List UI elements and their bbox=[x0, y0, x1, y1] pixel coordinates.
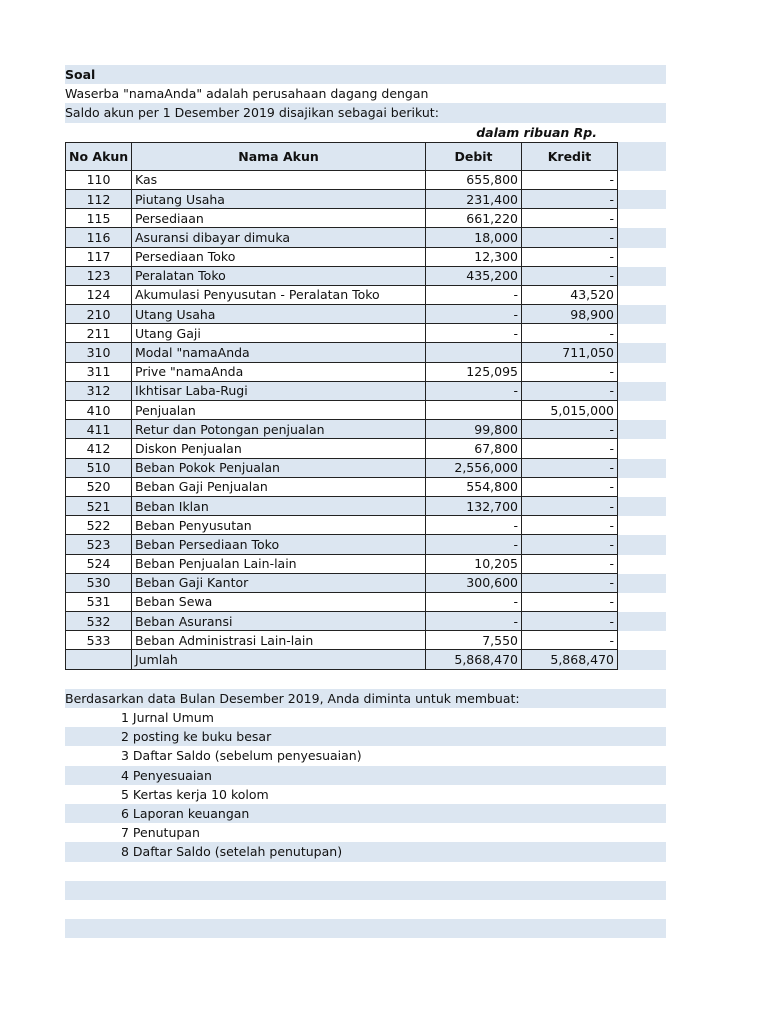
table-row bbox=[66, 324, 618, 343]
account-name: Peralatan Toko bbox=[132, 266, 426, 285]
empty-row bbox=[65, 900, 666, 919]
kredit-cell: - bbox=[522, 189, 618, 208]
kredit-cell: - bbox=[522, 420, 618, 439]
kredit-cell: - bbox=[522, 516, 618, 535]
account-number: 117 bbox=[66, 247, 132, 266]
debit-cell: 2,556,000 bbox=[426, 458, 522, 477]
kredit-cell: 5,015,000 bbox=[522, 401, 618, 420]
debit-cell: - bbox=[426, 324, 522, 343]
debit-cell: 99,800 bbox=[426, 420, 522, 439]
task-item: 2 posting ke buku besar bbox=[65, 727, 666, 746]
table-row bbox=[66, 189, 618, 208]
account-name: Ikhtisar Laba-Rugi bbox=[132, 381, 426, 400]
table-row bbox=[66, 573, 618, 592]
account-number: 412 bbox=[66, 439, 132, 458]
kredit-cell: - bbox=[522, 247, 618, 266]
table-row bbox=[66, 401, 618, 420]
heading-soal: Soal bbox=[65, 65, 666, 84]
table-row bbox=[66, 612, 618, 631]
empty-row bbox=[65, 881, 666, 900]
instruction-text: Berdasarkan data Bulan Desember 2019, Anda diminta untuk membuat: bbox=[65, 689, 666, 708]
debit-cell: 67,800 bbox=[426, 439, 522, 458]
header-debit: Debit bbox=[426, 142, 522, 170]
debit-cell bbox=[426, 343, 522, 362]
account-name: Beban Persediaan Toko bbox=[132, 535, 426, 554]
account-name: Piutang Usaha bbox=[132, 189, 426, 208]
account-name: Beban Asuransi bbox=[132, 612, 426, 631]
task-item: 3 Daftar Saldo (sebelum penyesuaian) bbox=[121, 748, 362, 764]
kredit-cell: - bbox=[522, 592, 618, 611]
account-name: Beban Penyusutan bbox=[132, 516, 426, 535]
debit-cell: 132,700 bbox=[426, 496, 522, 515]
account-name: Beban Gaji Kantor bbox=[132, 573, 426, 592]
account-number: 530 bbox=[66, 573, 132, 592]
account-number: 115 bbox=[66, 209, 132, 228]
total-kredit: 5,868,470 bbox=[522, 650, 618, 669]
kredit-cell: - bbox=[522, 228, 618, 247]
table-row bbox=[66, 266, 618, 285]
empty-row bbox=[65, 862, 666, 881]
kredit-cell: - bbox=[522, 573, 618, 592]
table-row bbox=[66, 209, 618, 228]
account-number: 411 bbox=[66, 420, 132, 439]
debit-cell: 7,550 bbox=[426, 631, 522, 650]
total-label: Jumlah bbox=[132, 650, 426, 669]
account-name: Kas bbox=[132, 170, 426, 189]
account-name: Persediaan bbox=[132, 209, 426, 228]
spacer-row bbox=[65, 670, 666, 689]
debit-cell bbox=[426, 401, 522, 420]
kredit-cell: - bbox=[522, 266, 618, 285]
account-number: 112 bbox=[66, 189, 132, 208]
total-debit: 5,868,470 bbox=[426, 650, 522, 669]
debit-cell: - bbox=[426, 305, 522, 324]
table-row bbox=[66, 247, 618, 266]
account-number: 531 bbox=[66, 592, 132, 611]
account-number: 520 bbox=[66, 477, 132, 496]
account-name: Utang Gaji bbox=[132, 324, 426, 343]
table-row bbox=[66, 516, 618, 535]
unit-note: dalam ribuan Rp. bbox=[476, 124, 597, 140]
kredit-cell: - bbox=[522, 458, 618, 477]
table-row bbox=[66, 343, 618, 362]
account-name: Beban Iklan bbox=[132, 496, 426, 515]
table-row bbox=[66, 420, 618, 439]
account-name: Utang Usaha bbox=[132, 305, 426, 324]
kredit-cell: - bbox=[522, 612, 618, 631]
table-row bbox=[66, 592, 618, 611]
account-number: 124 bbox=[66, 285, 132, 304]
account-number: 210 bbox=[66, 305, 132, 324]
account-name: Diskon Penjualan bbox=[132, 439, 426, 458]
kredit-cell: - bbox=[522, 631, 618, 650]
account-number: 532 bbox=[66, 612, 132, 631]
debit-cell: 300,600 bbox=[426, 573, 522, 592]
debit-cell: 661,220 bbox=[426, 209, 522, 228]
task-item: 5 Kertas kerja 10 kolom bbox=[121, 786, 269, 802]
account-number: 510 bbox=[66, 458, 132, 477]
debit-cell: 231,400 bbox=[426, 189, 522, 208]
table-header-row bbox=[66, 142, 618, 170]
table-row bbox=[66, 381, 618, 400]
account-number: 410 bbox=[66, 401, 132, 420]
kredit-cell: - bbox=[522, 439, 618, 458]
kredit-cell: - bbox=[522, 477, 618, 496]
spreadsheet-sheet bbox=[65, 65, 666, 938]
account-number: 521 bbox=[66, 496, 132, 515]
kredit-cell: 98,900 bbox=[522, 305, 618, 324]
account-name: Retur dan Potongan penjualan bbox=[132, 420, 426, 439]
task-list bbox=[65, 708, 666, 862]
debit-cell: 12,300 bbox=[426, 247, 522, 266]
account-number: 312 bbox=[66, 381, 132, 400]
empty-row bbox=[65, 919, 666, 938]
account-number: 110 bbox=[66, 170, 132, 189]
kredit-cell: - bbox=[522, 209, 618, 228]
account-name: Beban Penjualan Lain-lain bbox=[132, 554, 426, 573]
table-row bbox=[66, 477, 618, 496]
debit-cell: 10,205 bbox=[426, 554, 522, 573]
account-name: Akumulasi Penyusutan - Peralatan Toko bbox=[132, 285, 426, 304]
account-number: 310 bbox=[66, 343, 132, 362]
debit-cell: - bbox=[426, 516, 522, 535]
kredit-cell: - bbox=[522, 362, 618, 381]
account-number: 523 bbox=[66, 535, 132, 554]
table-row bbox=[66, 496, 618, 515]
task-item: 8 Daftar Saldo (setelah penutupan) bbox=[65, 842, 666, 861]
total-no bbox=[66, 650, 132, 669]
total-row bbox=[66, 650, 618, 669]
account-number: 311 bbox=[66, 362, 132, 381]
account-number: 533 bbox=[66, 631, 132, 650]
header-no-akun: No Akun bbox=[66, 142, 132, 170]
debit-cell: 435,200 bbox=[426, 266, 522, 285]
debit-cell: - bbox=[426, 592, 522, 611]
table-row bbox=[66, 228, 618, 247]
kredit-cell: 43,520 bbox=[522, 285, 618, 304]
kredit-cell: - bbox=[522, 496, 618, 515]
account-name: Modal "namaAnda bbox=[132, 343, 426, 362]
kredit-cell: - bbox=[522, 324, 618, 343]
task-item: 6 Laporan keuangan bbox=[65, 804, 666, 823]
table-row bbox=[66, 285, 618, 304]
task-item: 7 Penutupan bbox=[121, 825, 200, 841]
table-row bbox=[66, 554, 618, 573]
header-nama-akun: Nama Akun bbox=[132, 142, 426, 170]
kredit-cell: - bbox=[522, 170, 618, 189]
table-row bbox=[66, 631, 618, 650]
table-row bbox=[66, 362, 618, 381]
account-name: Beban Pokok Penjualan bbox=[132, 458, 426, 477]
debit-cell: - bbox=[426, 612, 522, 631]
trial-balance-table-wrap bbox=[65, 142, 666, 670]
account-number: 123 bbox=[66, 266, 132, 285]
account-name: Persediaan Toko bbox=[132, 247, 426, 266]
kredit-cell: - bbox=[522, 554, 618, 573]
intro-line-2: Saldo akun per 1 Desember 2019 disajikan sebagai berikut: bbox=[65, 103, 666, 122]
account-number: 524 bbox=[66, 554, 132, 573]
account-name: Prive "namaAnda bbox=[132, 362, 426, 381]
debit-cell: 655,800 bbox=[426, 170, 522, 189]
account-name: Beban Administrasi Lain-lain bbox=[132, 631, 426, 650]
debit-cell: - bbox=[426, 535, 522, 554]
kredit-cell: - bbox=[522, 535, 618, 554]
header-kredit: Kredit bbox=[522, 142, 618, 170]
table-row bbox=[66, 170, 618, 189]
account-name: Beban Gaji Penjualan bbox=[132, 477, 426, 496]
account-number: 116 bbox=[66, 228, 132, 247]
debit-cell: - bbox=[426, 381, 522, 400]
table-row bbox=[66, 439, 618, 458]
table-row bbox=[66, 305, 618, 324]
kredit-cell: - bbox=[522, 381, 618, 400]
account-name: Beban Sewa bbox=[132, 592, 426, 611]
table-row bbox=[66, 535, 618, 554]
kredit-cell: 711,050 bbox=[522, 343, 618, 362]
account-name: Penjualan bbox=[132, 401, 426, 420]
intro-line-1: Waserba "namaAnda" adalah perusahaan dagang dengan bbox=[65, 86, 429, 102]
debit-cell: 125,095 bbox=[426, 362, 522, 381]
debit-cell: - bbox=[426, 285, 522, 304]
task-item: 4 Penyesuaian bbox=[65, 766, 666, 785]
account-number: 522 bbox=[66, 516, 132, 535]
task-item: 1 Jurnal Umum bbox=[121, 710, 214, 725]
debit-cell: 18,000 bbox=[426, 228, 522, 247]
account-name: Asuransi dibayar dimuka bbox=[132, 228, 426, 247]
account-number: 211 bbox=[66, 324, 132, 343]
debit-cell: 554,800 bbox=[426, 477, 522, 496]
table-row bbox=[66, 458, 618, 477]
trial-balance-table bbox=[65, 142, 618, 670]
